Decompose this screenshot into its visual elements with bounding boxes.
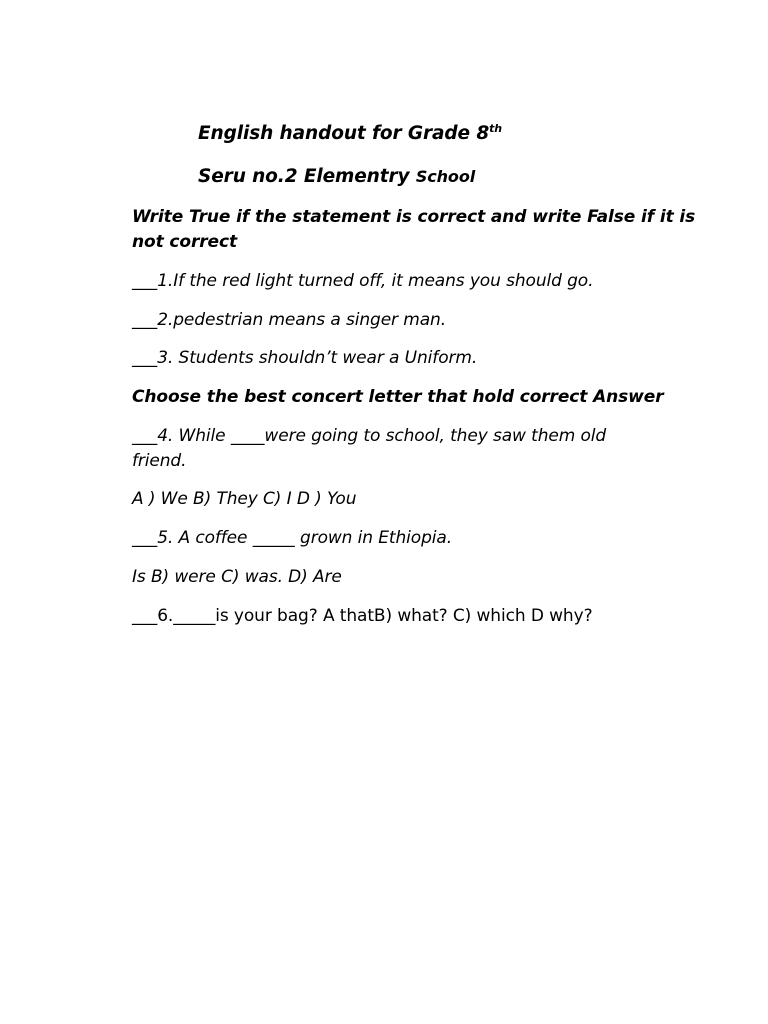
instruction-true-false-line2: not correct [132, 232, 237, 252]
handout-title-text: English handout for Grade 8 [198, 123, 490, 144]
question-2: ___2.pedestrian means a singer man. [132, 310, 446, 330]
question-5: ___5. A coffee _____ grown in Ethiopia. [132, 528, 453, 548]
instruction-true-false-line1: Write True if the statement is correct and write False if it is [132, 207, 696, 227]
school-name-suffix: School [415, 167, 476, 186]
question-3: ___3. Students shouldn’t wear a Uniform. [132, 348, 478, 368]
handout-title [198, 121, 502, 144]
question-4-line1: ___4. While ____were going to school, they saw them old [132, 426, 607, 446]
school-name [198, 167, 475, 187]
instruction-choose: Choose the best concert letter that hold correct Answer [132, 387, 664, 407]
question-1: ___1.If the red light turned off, it means you should go. [132, 271, 594, 291]
question-6: ___6._____is your bag? A thatB) what? C) which D why? [132, 606, 593, 626]
question-5-options: Is B) were C) was. D) Are [132, 567, 342, 587]
question-4-line2: friend. [132, 451, 187, 471]
question-4-options: A ) We B) They C) I D ) You [132, 489, 357, 509]
school-name-main: Seru no.2 Elementry [198, 166, 410, 187]
handout-title-superscript: th [489, 121, 502, 135]
